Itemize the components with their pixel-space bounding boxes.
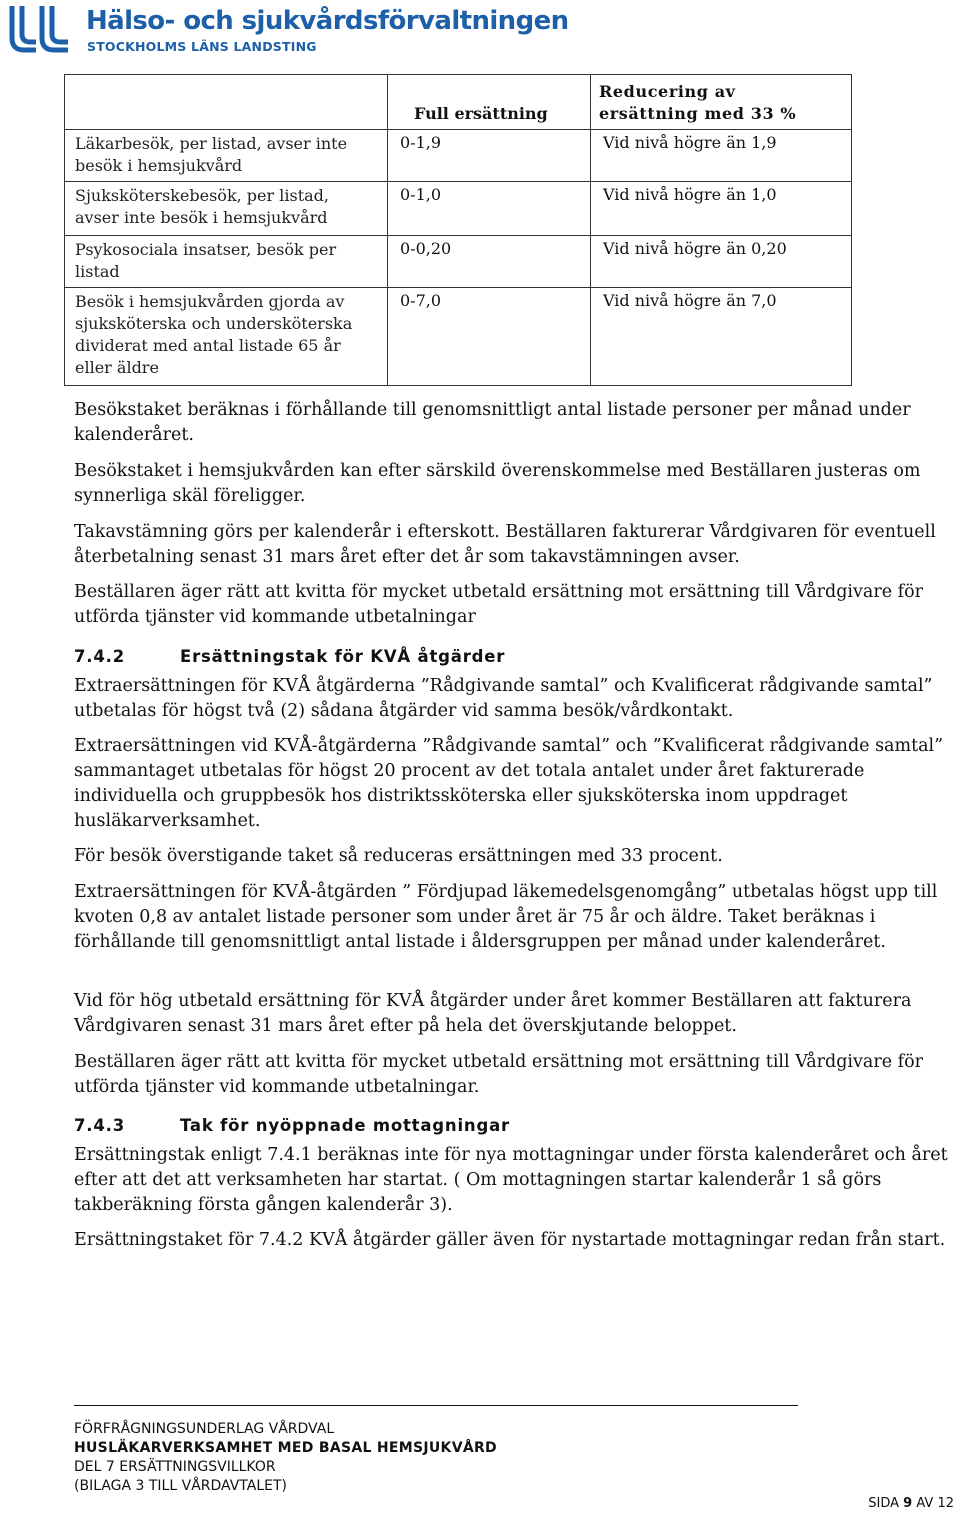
section-heading-742 [74, 647, 505, 666]
table-header-empty [65, 75, 388, 130]
paragraph: Beställaren äger rätt att kvitta för mycket utbetald ersättning mot ersättning till Vårdgivare för utförda tjänster vid kommande utbetalningar [74, 582, 924, 627]
row-label: Psykosociala insatser, besök per listad [65, 236, 388, 288]
table-row [65, 130, 852, 182]
page-current: 9 [903, 1496, 913, 1511]
row-reduced: Vid nivå högre än 1,0 [591, 182, 852, 236]
table-row [65, 236, 852, 288]
sll-logo-icon [6, 4, 74, 54]
page-total: AV 12 [916, 1496, 954, 1511]
row-reduced: Vid nivå högre än 0,20 [591, 236, 852, 288]
row-full: 0-0,20 [388, 236, 591, 288]
org-name: Hälso- och sjukvårdsförvaltningen [86, 6, 569, 36]
page-label: SIDA [868, 1496, 900, 1511]
paragraph: Ersättningstak enligt 7.4.1 beräknas inte för nya mottagningar under första kalenderåret och året efter att det att verksamheten har startat. ( Om mottagningen startar kalenderår 1 så görs takberäkning första gången kalenderår 3). [74, 1145, 948, 1215]
footer-line-2: HUSLÄKARVERKSAMHET MED BASAL HEMSJUKVÅRD [74, 1440, 497, 1456]
paragraph: Beställaren äger rätt att kvitta för mycket utbetald ersättning mot ersättning till Vårdgivare för utförda tjänster vid kommande utbetalningar. [74, 1052, 924, 1097]
org-subtitle: STOCKHOLMS LÄNS LANDSTING [87, 39, 317, 54]
section-title: Tak för nyöppnade mottagningar [180, 1116, 510, 1135]
page-number [868, 1496, 954, 1511]
row-reduced: Vid nivå högre än 1,9 [591, 130, 852, 182]
table-header-row [65, 75, 852, 130]
row-full: 0-1,9 [388, 130, 591, 182]
section-number: 7.4.3 [74, 1116, 125, 1135]
col-header-reduced-1: Reducering av [599, 82, 736, 101]
col-header-reduced-2: ersättning med 33 % [599, 104, 797, 123]
section-heading-743 [74, 1116, 510, 1135]
section-number: 7.4.2 [74, 647, 125, 666]
table-header-full [388, 75, 591, 130]
row-label: Läkarbesök, per listad, avser inte besök i hemsjukvård [65, 130, 388, 182]
row-label: Besök i hemsjukvården gjorda av sjuksköterska och undersköterska dividerat med antal listade 65 år eller äldre [65, 288, 388, 386]
row-full: 0-1,0 [388, 182, 591, 236]
section-title: Ersättningstak för KVÅ åtgärder [180, 647, 506, 666]
footer [74, 1420, 497, 1496]
paragraph: Besökstaket i hemsjukvården kan efter särskild överenskommelse med Beställaren justeras om synnerliga skäl föreligger. [74, 461, 921, 506]
paragraph: Takavstämning görs per kalenderår i efterskott. Beställaren fakturerar Vårdgivaren för eventuell återbetalning senast 31 mars året efter det år som takavstämningen avser. [74, 522, 936, 567]
paragraph: För besök överstigande taket så reduceras ersättningen med 33 procent. [74, 846, 723, 866]
paragraph: Extraersättningen vid KVÅ-åtgärderna ”Rådgivande samtal” och ”Kvalificerat rådgivande samtal” sammantaget utbetalas för högst 20 procent av det totala antalet under året fakturerade individuella och gruppbesök hos distriktssköterska eller sjuksköterska inom uppdraget husläkarverksamhet. [74, 736, 944, 831]
paragraph: Ersättningstaket för 7.4.2 KVÅ åtgärder gäller även för nystartade mottagningar redan från start. [74, 1230, 946, 1250]
col-header-full: Full ersättning [414, 104, 548, 123]
paragraph: Vid för hög utbetald ersättning för KVÅ åtgärder under året kommer Beställaren att fakturera Vårdgivaren senast 31 mars året efter på hela det överskjutande beloppet. [74, 991, 912, 1036]
row-reduced: Vid nivå högre än 7,0 [591, 288, 852, 386]
reimbursement-table [64, 74, 852, 386]
paragraph: Extraersättningen för KVÅ-åtgärden ” Fördjupad läkemedelsgenomgång” utbetalas högst upp till kvoten 0,8 av antalet listade personer som under året är 75 år och äldre. Taket beräknas i förhållande till genomsnittligt antal listade i åldersgruppen per månad under kalenderåret. [74, 882, 938, 952]
table-row [65, 182, 852, 236]
table-row [65, 288, 852, 386]
footer-line-3: DEL 7 ERSÄTTNINGSVILLKOR [74, 1459, 276, 1475]
paragraph: Extraersättningen för KVÅ åtgärderna ”Rådgivande samtal” och Kvalificerat rådgivande samtal” utbetalas för högst två (2) sådana åtgärder vid samma besök/vårdkontakt. [74, 676, 933, 721]
row-full: 0-7,0 [388, 288, 591, 386]
footer-divider [74, 1405, 798, 1406]
paragraph: Besökstaket beräknas i förhållande till genomsnittligt antal listade personer per månad under kalenderåret. [74, 400, 911, 445]
table-header-reduced [591, 75, 852, 130]
footer-line-1: FÖRFRÅGNINGSUNDERLAG VÅRDVAL [74, 1421, 335, 1437]
footer-line-4: (BILAGA 3 TILL VÅRDAVTALET) [74, 1478, 287, 1494]
row-label: Sjuksköterskebesök, per listad, avser inte besök i hemsjukvård [65, 182, 388, 236]
